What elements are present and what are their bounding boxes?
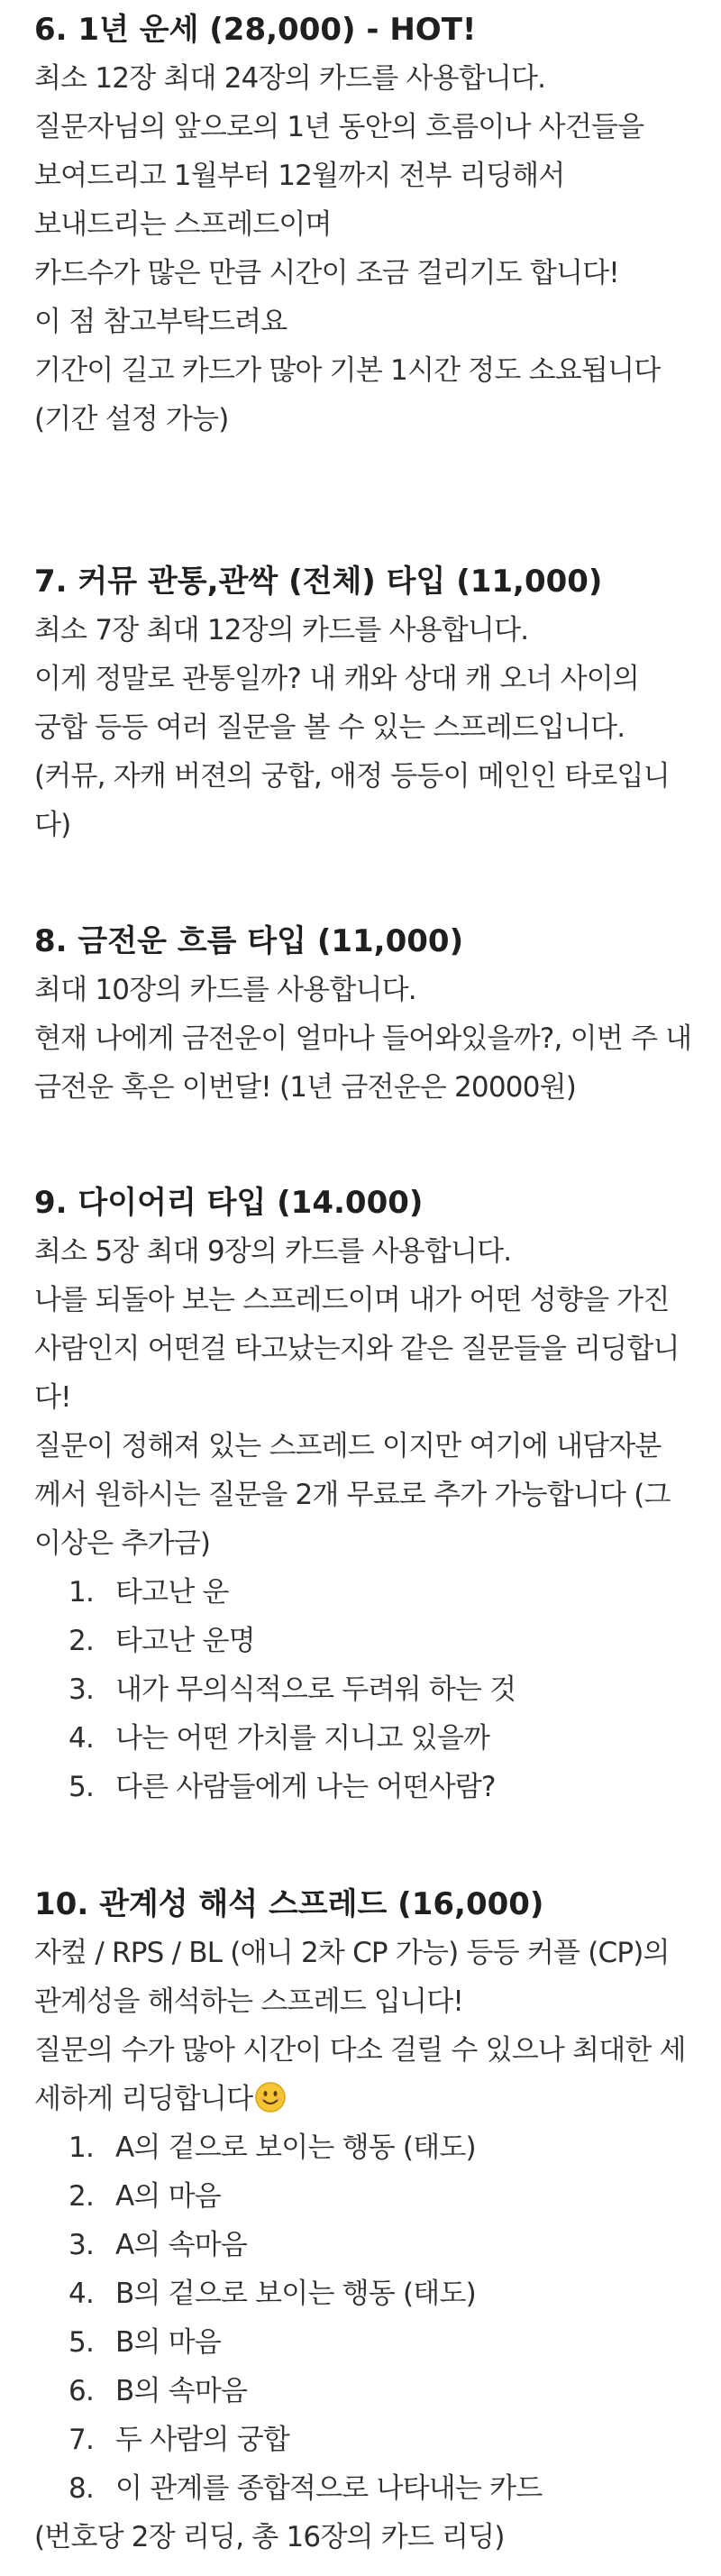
smile-icon xyxy=(254,2080,287,2113)
list-item: 6. B의 속마음 xyxy=(68,2375,248,2407)
list-item: 5. B의 마음 xyxy=(68,2326,221,2359)
list-item: 5. 다른 사람들에게 나는 어떤사람? xyxy=(68,1771,496,1803)
paragraph: 이게 정말로 관통일까? 내 캐와 상대 캐 오너 사이의 궁합 등등 여러 질문을 볼 수 있는 스프레드입니다. xyxy=(34,663,640,744)
list-item: 8. 이 관계를 종합적으로 나타내는 카드 xyxy=(68,2472,543,2505)
list-item: 3. 내가 무의식적으로 두려워 하는 것 xyxy=(68,1673,516,1706)
paragraph: 최대 10장의 카드를 사용합니다. xyxy=(34,974,416,1006)
paragraph: 질문이 정해져 있는 스프레드 이지만 여기에 내담자분 께서 원하시는 질문을 2개 무료로 추가 가능합니다 (그 이상은 추가금) xyxy=(34,1430,671,1560)
paragraph: 이 점 참고부탁드려요 xyxy=(34,306,287,338)
section-title: 10. 관계성 해석 스프레드 (16,000) xyxy=(34,1886,544,1922)
footer-note: (번호당 2장 리딩, 총 16장의 카드 리딩) xyxy=(34,2521,505,2553)
section-7 xyxy=(34,557,694,849)
paragraph: 현재 나에게 금전운이 얼마나 들어와있을까?, 이번 주 내 금전운 혹은 이번달! (1년 금전운은 20000원) xyxy=(34,1022,692,1104)
paragraph: 기간이 길고 카드가 많아 기본 1시간 정도 소요됩니다 xyxy=(34,354,661,387)
list-item: 4. 나는 어떤 가치를 지니고 있을까 xyxy=(68,1722,490,1755)
list-item: 2. 타고난 운명 xyxy=(68,1625,255,1657)
paragraph: 질문자님의 앞으로의 1년 동안의 흐름이나 사건들을 보여드리고 1월부터 12월까지 전부 리딩해서 보내드리는 스프레드이며 xyxy=(34,111,644,241)
paragraph: 자컾 / RPS / BL (애니 2차 CP 가능) 등등 커플 (CP)의 관계성을 해석하는 스프레드 입니다! xyxy=(34,1937,670,2018)
paragraph: 카드수가 많은 만큼 시간이 조금 걸리기도 합니다! xyxy=(34,257,619,289)
list-item: 1. 타고난 운 xyxy=(68,1576,229,1609)
paragraph: 나를 되돌아 보는 스프레드이며 내가 어떤 성향을 가진 사람인지 어떤걸 타고났는지와 같은 질문들을 리딩합니다! xyxy=(34,1284,680,1414)
section-8 xyxy=(34,917,694,1112)
section-title: 9. 다이어리 타입 (14.000) xyxy=(34,1185,424,1221)
section-title: 6. 1년 운세 (28,000) - HOT! xyxy=(34,12,477,48)
section-10 xyxy=(34,1880,694,2562)
paragraph: 최소 5장 최대 9장의 카드를 사용합니다. xyxy=(34,1235,512,1268)
paragraph: 질문의 수가 많아 시간이 다소 걸릴 수 있으나 최대한 세세하게 리딩합니다 xyxy=(34,2034,686,2115)
numbered-list xyxy=(34,1568,694,1811)
list-item: 1. A의 겉으로 보이는 행동 (태도) xyxy=(68,2131,476,2164)
paragraph: (기간 설정 가능) xyxy=(34,403,229,435)
list-item: 3. A의 속마음 xyxy=(68,2229,248,2261)
section-9 xyxy=(34,1178,694,1811)
section-6 xyxy=(34,5,694,444)
list-item: 4. B의 겉으로 보이는 행동 (태도) xyxy=(68,2278,476,2310)
list-item: 7. 두 사람의 궁합 xyxy=(68,2424,289,2456)
section-title: 8. 금전운 흐름 타입 (11,000) xyxy=(34,923,464,959)
numbered-list xyxy=(34,2123,694,2513)
section-title: 7. 커뮤 관통,관싹 (전체) 타입 (11,000) xyxy=(34,564,603,600)
paragraph: 최소 12장 최대 24장의 카드를 사용합니다. xyxy=(34,62,546,95)
paragraph: (커뮤, 자캐 버젼의 궁합, 애정 등등이 메인인 타로입니다) xyxy=(34,760,670,841)
paragraph: 최소 7장 최대 12장의 카드를 사용합니다. xyxy=(34,614,529,646)
list-item: 2. A의 마음 xyxy=(68,2180,221,2213)
